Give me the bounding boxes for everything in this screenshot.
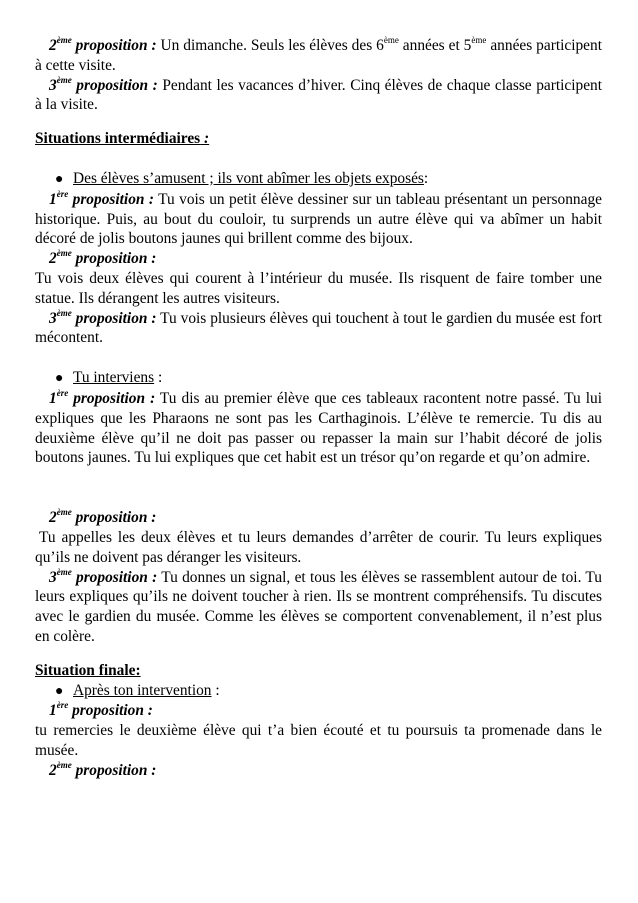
bullet-icon: ● [55, 683, 64, 699]
bullet-eleves-amusent: ● Des élèves s’amusent ; ils vont abîmer les objets exposés: [35, 169, 602, 190]
paragraph-final-1: tu remercies le deuxième élève qui t’a bien écouté et tu poursuis ta promenade dans le musée. [35, 722, 602, 759]
paragraph-intervention-3: 3ème proposition : Tu donnes un signal, et tous les élèves se rassemblent autour de toi. Tu leurs expliques qu’ils ne doivent toucher à rien. Ils se montrent compréhensifs. Tu discutes avec le gardien du musée. Comme les élèves se comportent convenablement, il n’est plus en colère. [35, 566, 602, 645]
paragraph-intervention-2: Tu appelles les deux élèves et tu leurs demandes d’arrêter de courir. Tu leurs expliques qu’ils ne doivent pas déranger les visiteurs. [35, 528, 602, 566]
proposition-heading-2b: 2ème proposition : [49, 507, 157, 527]
paragraph-proposition-2-time: 2ème proposition : Un dimanche. Seuls les élèves des 6ème années et 5ème années participent à cette visite. [35, 35, 602, 74]
bullet-tu-interviens: ● Tu interviens : [35, 368, 602, 389]
proposition-label: 3ème proposition : [49, 566, 158, 586]
proposition-label: 2ème proposition : [49, 35, 157, 54]
bullet-icon: ● [55, 171, 64, 187]
paragraph-situation-1-2: Tu vois deux élèves qui courent à l’intérieur du musée. Ils risquent de faire tomber une statue. Ils dérangent les autres visiteurs. [35, 269, 602, 307]
paragraph-situation-1-3: 3ème proposition : Tu vois plusieurs élèves qui touchent à tout le gardien du musée est fort mécontent. [35, 307, 602, 347]
document-page [35, 36, 602, 781]
paragraph-situation-1-1: 1ère proposition : Tu vois un petit élève dessiner sur un tableau présentant un personnage historique. Puis, au bout du couloir, tu surprends un autre élève qui va abîmer un habit décoré de jolis boutons jaunes qui brillent comme des bijoux. [35, 188, 602, 248]
proposition-heading-2: 2ème proposition : [49, 248, 157, 268]
paragraph-proposition-3-time: 3ème proposition : Pendant les vacances d’hiver. Cinq élèves de chaque classe participent à la visite. [35, 74, 602, 114]
proposition-heading-final-2: 2ème proposition : [49, 759, 157, 779]
proposition-label: 3ème proposition : [49, 74, 158, 94]
bullet-icon: ● [55, 371, 64, 387]
paragraph-intervention-1: 1ère proposition : Tu dis au premier élève que ces tableaux racontent notre passé. Tu lui expliques que les Pharaons ne sont pas les Carthaginois. L’élève te remercie. Tu dis au deuxième élève qu’il ne doit pas passer ou repasser la main sur l’habit décoré de jolis boutons jaunes. Tu lui expliques que cet habit est un trésor qu’on regarde et qu’on admire. [35, 387, 602, 467]
proposition-label: 1ère proposition : [49, 188, 155, 208]
proposition-heading-final-1: 1ère proposition : [49, 700, 153, 720]
bullet-apres-intervention: ● Après ton intervention : [35, 681, 602, 702]
heading-situation-finale: Situation finale: [35, 661, 141, 679]
proposition-label: 3ème proposition : [49, 307, 157, 327]
proposition-label: 1ère proposition : [49, 387, 156, 407]
heading-situations-intermediaires: Situations intermédiaires : [35, 130, 210, 148]
